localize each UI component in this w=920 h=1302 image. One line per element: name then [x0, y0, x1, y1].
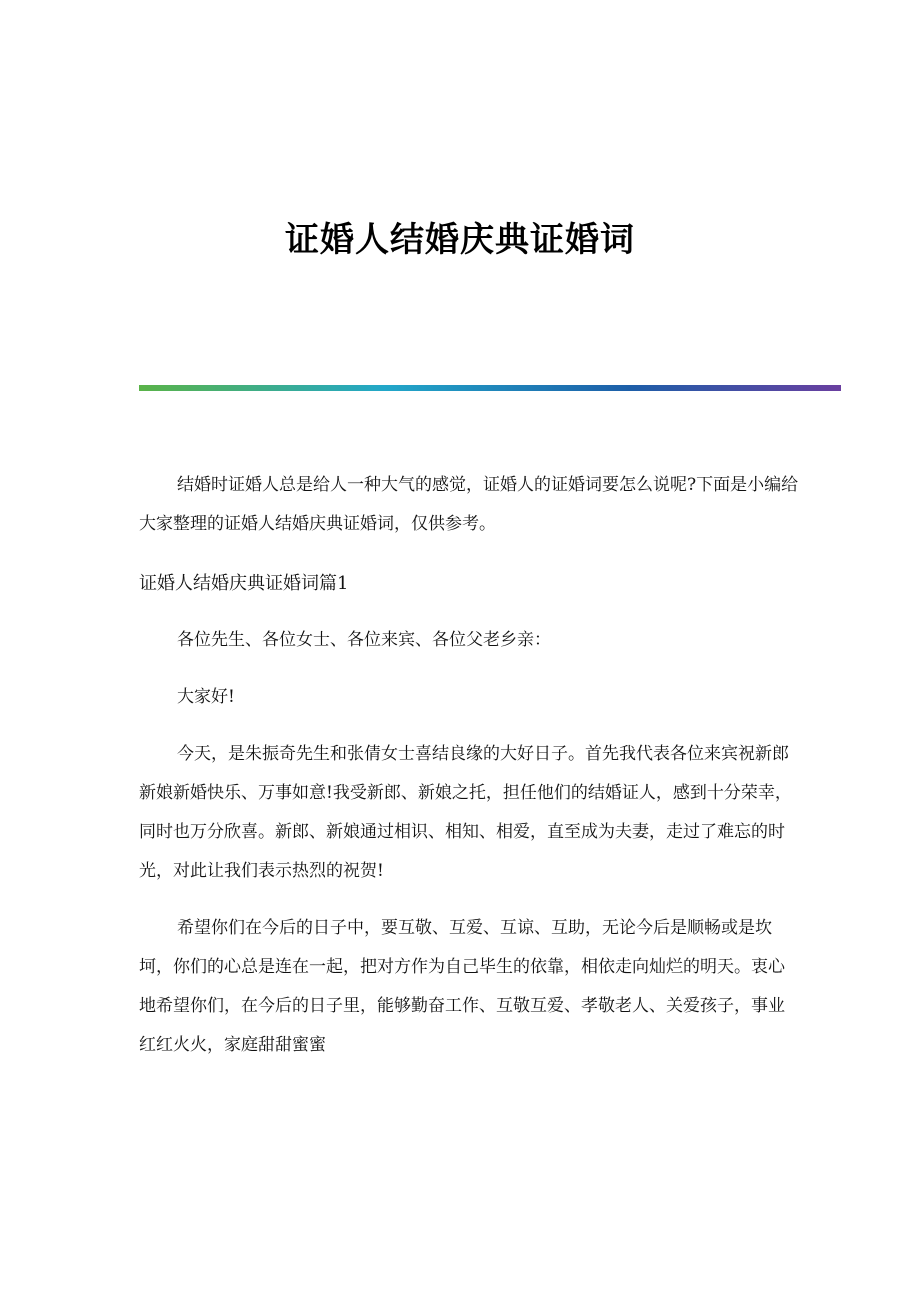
- greeting-paragraph: 大家好!: [177, 687, 235, 707]
- salutation-paragraph: 各位先生、各位女士、各位来宾、各位父老乡亲：: [177, 630, 551, 650]
- title-divider: [139, 385, 841, 391]
- document-body: [139, 466, 799, 1083]
- document-title: 证婚人结婚庆典证婚词: [285, 220, 635, 260]
- body-paragraph: 今天，是朱振奇先生和张倩女士喜结良缘的大好日子。首先我代表各位来宾祝新郎新娘新婚快乐、万事如意!我受新郎、新娘之托，担任他们的结婚证人，感到十分荣幸，同时也万分欣喜。新郎、新娘通过相识、相知、相爱，直至成为夫妻，走过了难忘的时光，对此让我们表示热烈的祝贺!: [139, 744, 792, 881]
- section-heading: 证婚人结婚庆典证婚词篇1: [139, 573, 349, 594]
- intro-paragraph: 结婚时证婚人总是给人一种大气的感觉，证婚人的证婚词要怎么说呢?下面是小编给大家整理的证婚人结婚庆典证婚词，仅供参考。: [139, 475, 799, 534]
- body-paragraph: 希望你们在今后的日子中，要互敬、互爱、互谅、互助，无论今后是顺畅或是坎坷，你们的心总是连在一起，把对方作为自己毕生的依靠，相依走向灿烂的明天。衷心地希望你们，在今后的日子里，能够勤奋工作、互敬互爱、孝敬老人、关爱孩子，事业红红火火，家庭甜甜蜜蜜: [139, 918, 785, 1055]
